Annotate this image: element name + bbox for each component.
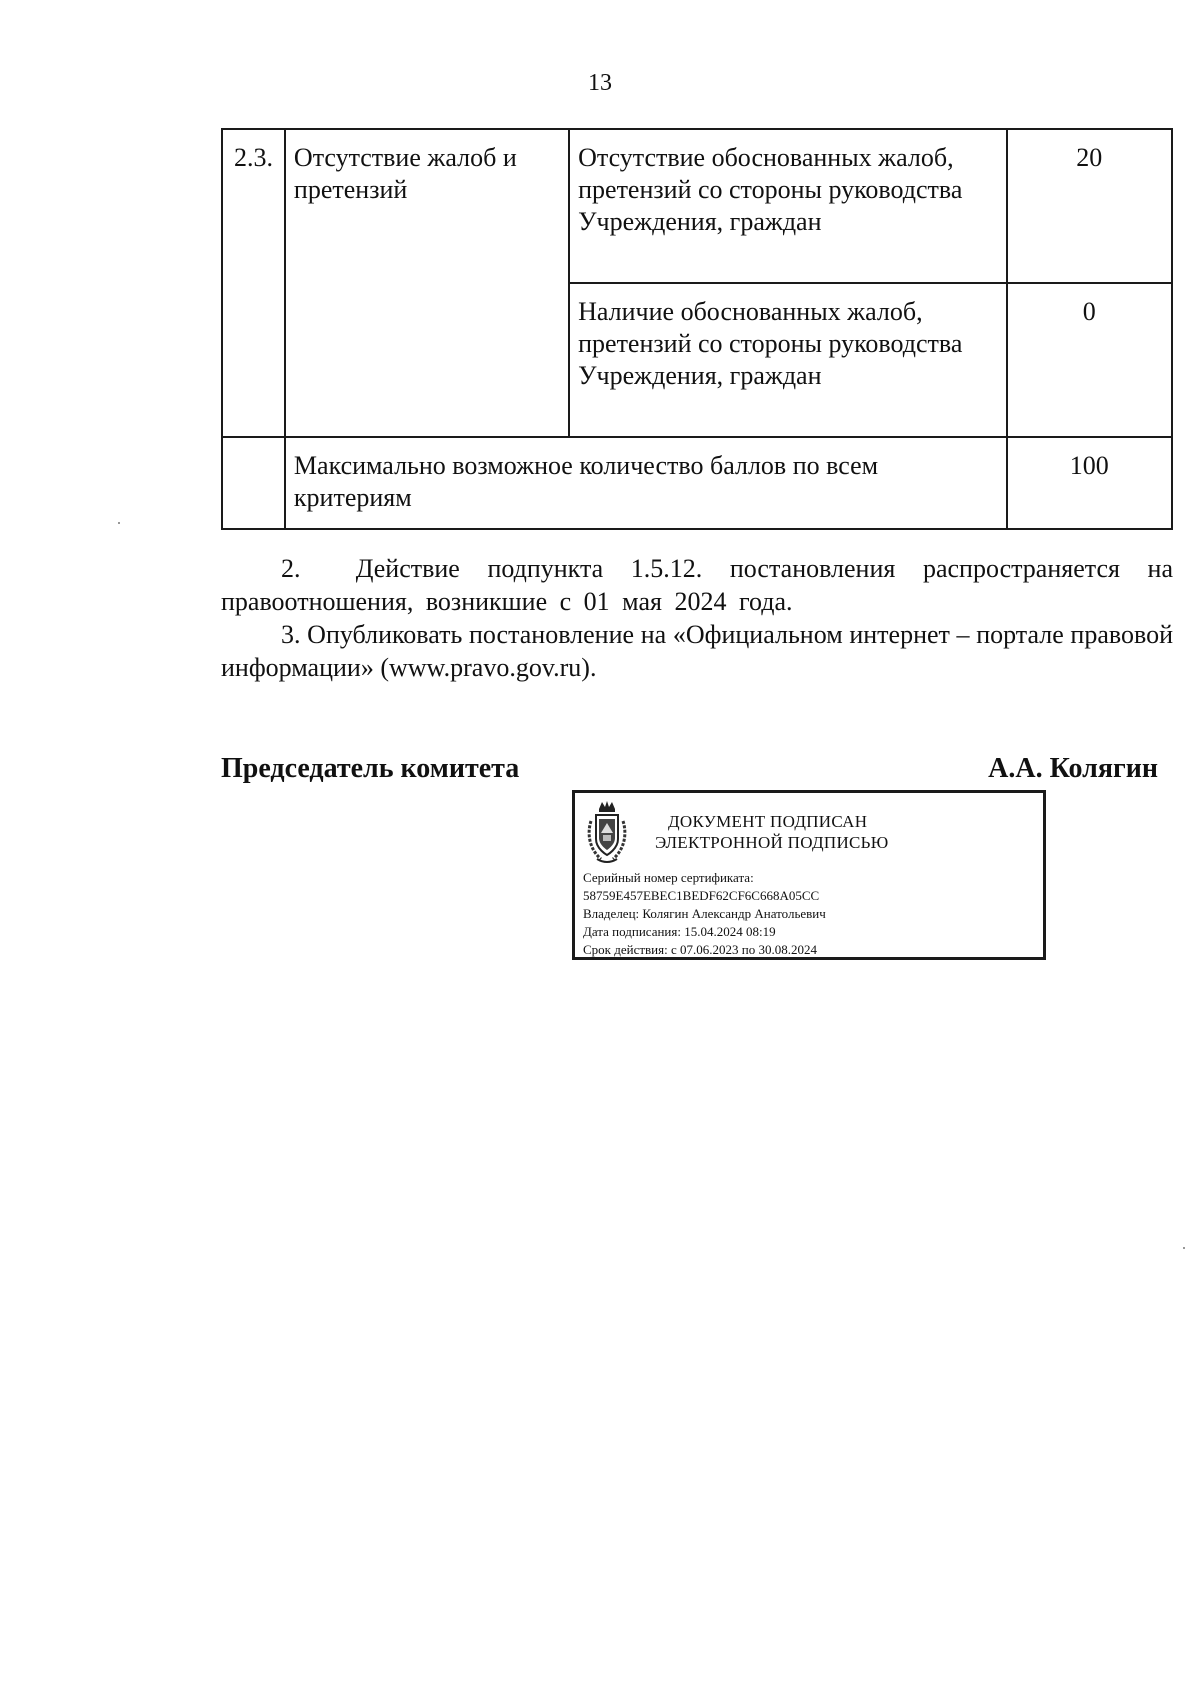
condition-description: Наличие обоснованных жалоб, претензий со стороны руководства Учреждения, граждан	[569, 283, 1006, 437]
stamp-details	[583, 869, 826, 959]
stamp-heading-line-2: ЭЛЕКТРОННОЙ ПОДПИСЬЮ	[655, 833, 889, 852]
paragraph-3: 3. Опубликовать постановление на «Официальном интернет – портале правовой информации» (www.pravo.gov.ru).	[221, 620, 1173, 682]
condition-points: 0	[1007, 283, 1172, 437]
certificate-owner: Владелец: Колягин Александр Анатольевич	[583, 906, 826, 921]
condition-description: Отсутствие обоснованных жалоб, претензий со стороны руководства Учреждения, граждан	[569, 129, 1006, 283]
total-label: Максимально возможное количество баллов по всем критериям	[285, 437, 1007, 529]
page-number: 13	[588, 70, 612, 96]
signatory-name: А.А. Колягин	[988, 753, 1158, 784]
criteria-table	[221, 128, 1173, 530]
resolution-paragraphs	[221, 552, 1173, 684]
item-number: 2.3.	[222, 129, 285, 437]
table-row-total	[222, 437, 1172, 529]
paragraph-2: 2. Действие подпункта 1.5.12. постановления распространяется на правоотношения, возникшие с 01 мая 2024 года.	[221, 554, 1173, 616]
total-points: 100	[1007, 437, 1172, 529]
scan-artifact	[118, 522, 120, 524]
stamp-heading-line-1: ДОКУМЕНТ ПОДПИСАН	[668, 812, 868, 831]
certificate-number: 58759E457EBEC1BEDF62CF6C668A05CC	[583, 888, 820, 903]
certificate-validity: Срок действия: с 07.06.2023 по 30.08.2024	[583, 942, 817, 957]
condition-points: 20	[1007, 129, 1172, 283]
scan-artifact	[1183, 1247, 1185, 1249]
signatory-title: Председатель комитета	[221, 753, 520, 784]
table-row	[222, 129, 1172, 283]
empty-cell	[222, 437, 285, 529]
electronic-signature-stamp	[572, 790, 1046, 960]
coat-of-arms-emblem	[585, 799, 629, 865]
certificate-label: Серийный номер сертификата:	[583, 870, 754, 885]
stamp-heading	[655, 811, 889, 853]
signing-date: Дата подписания: 15.04.2024 08:19	[583, 924, 776, 939]
criterion-name: Отсутствие жалоб и претензий	[285, 129, 569, 437]
